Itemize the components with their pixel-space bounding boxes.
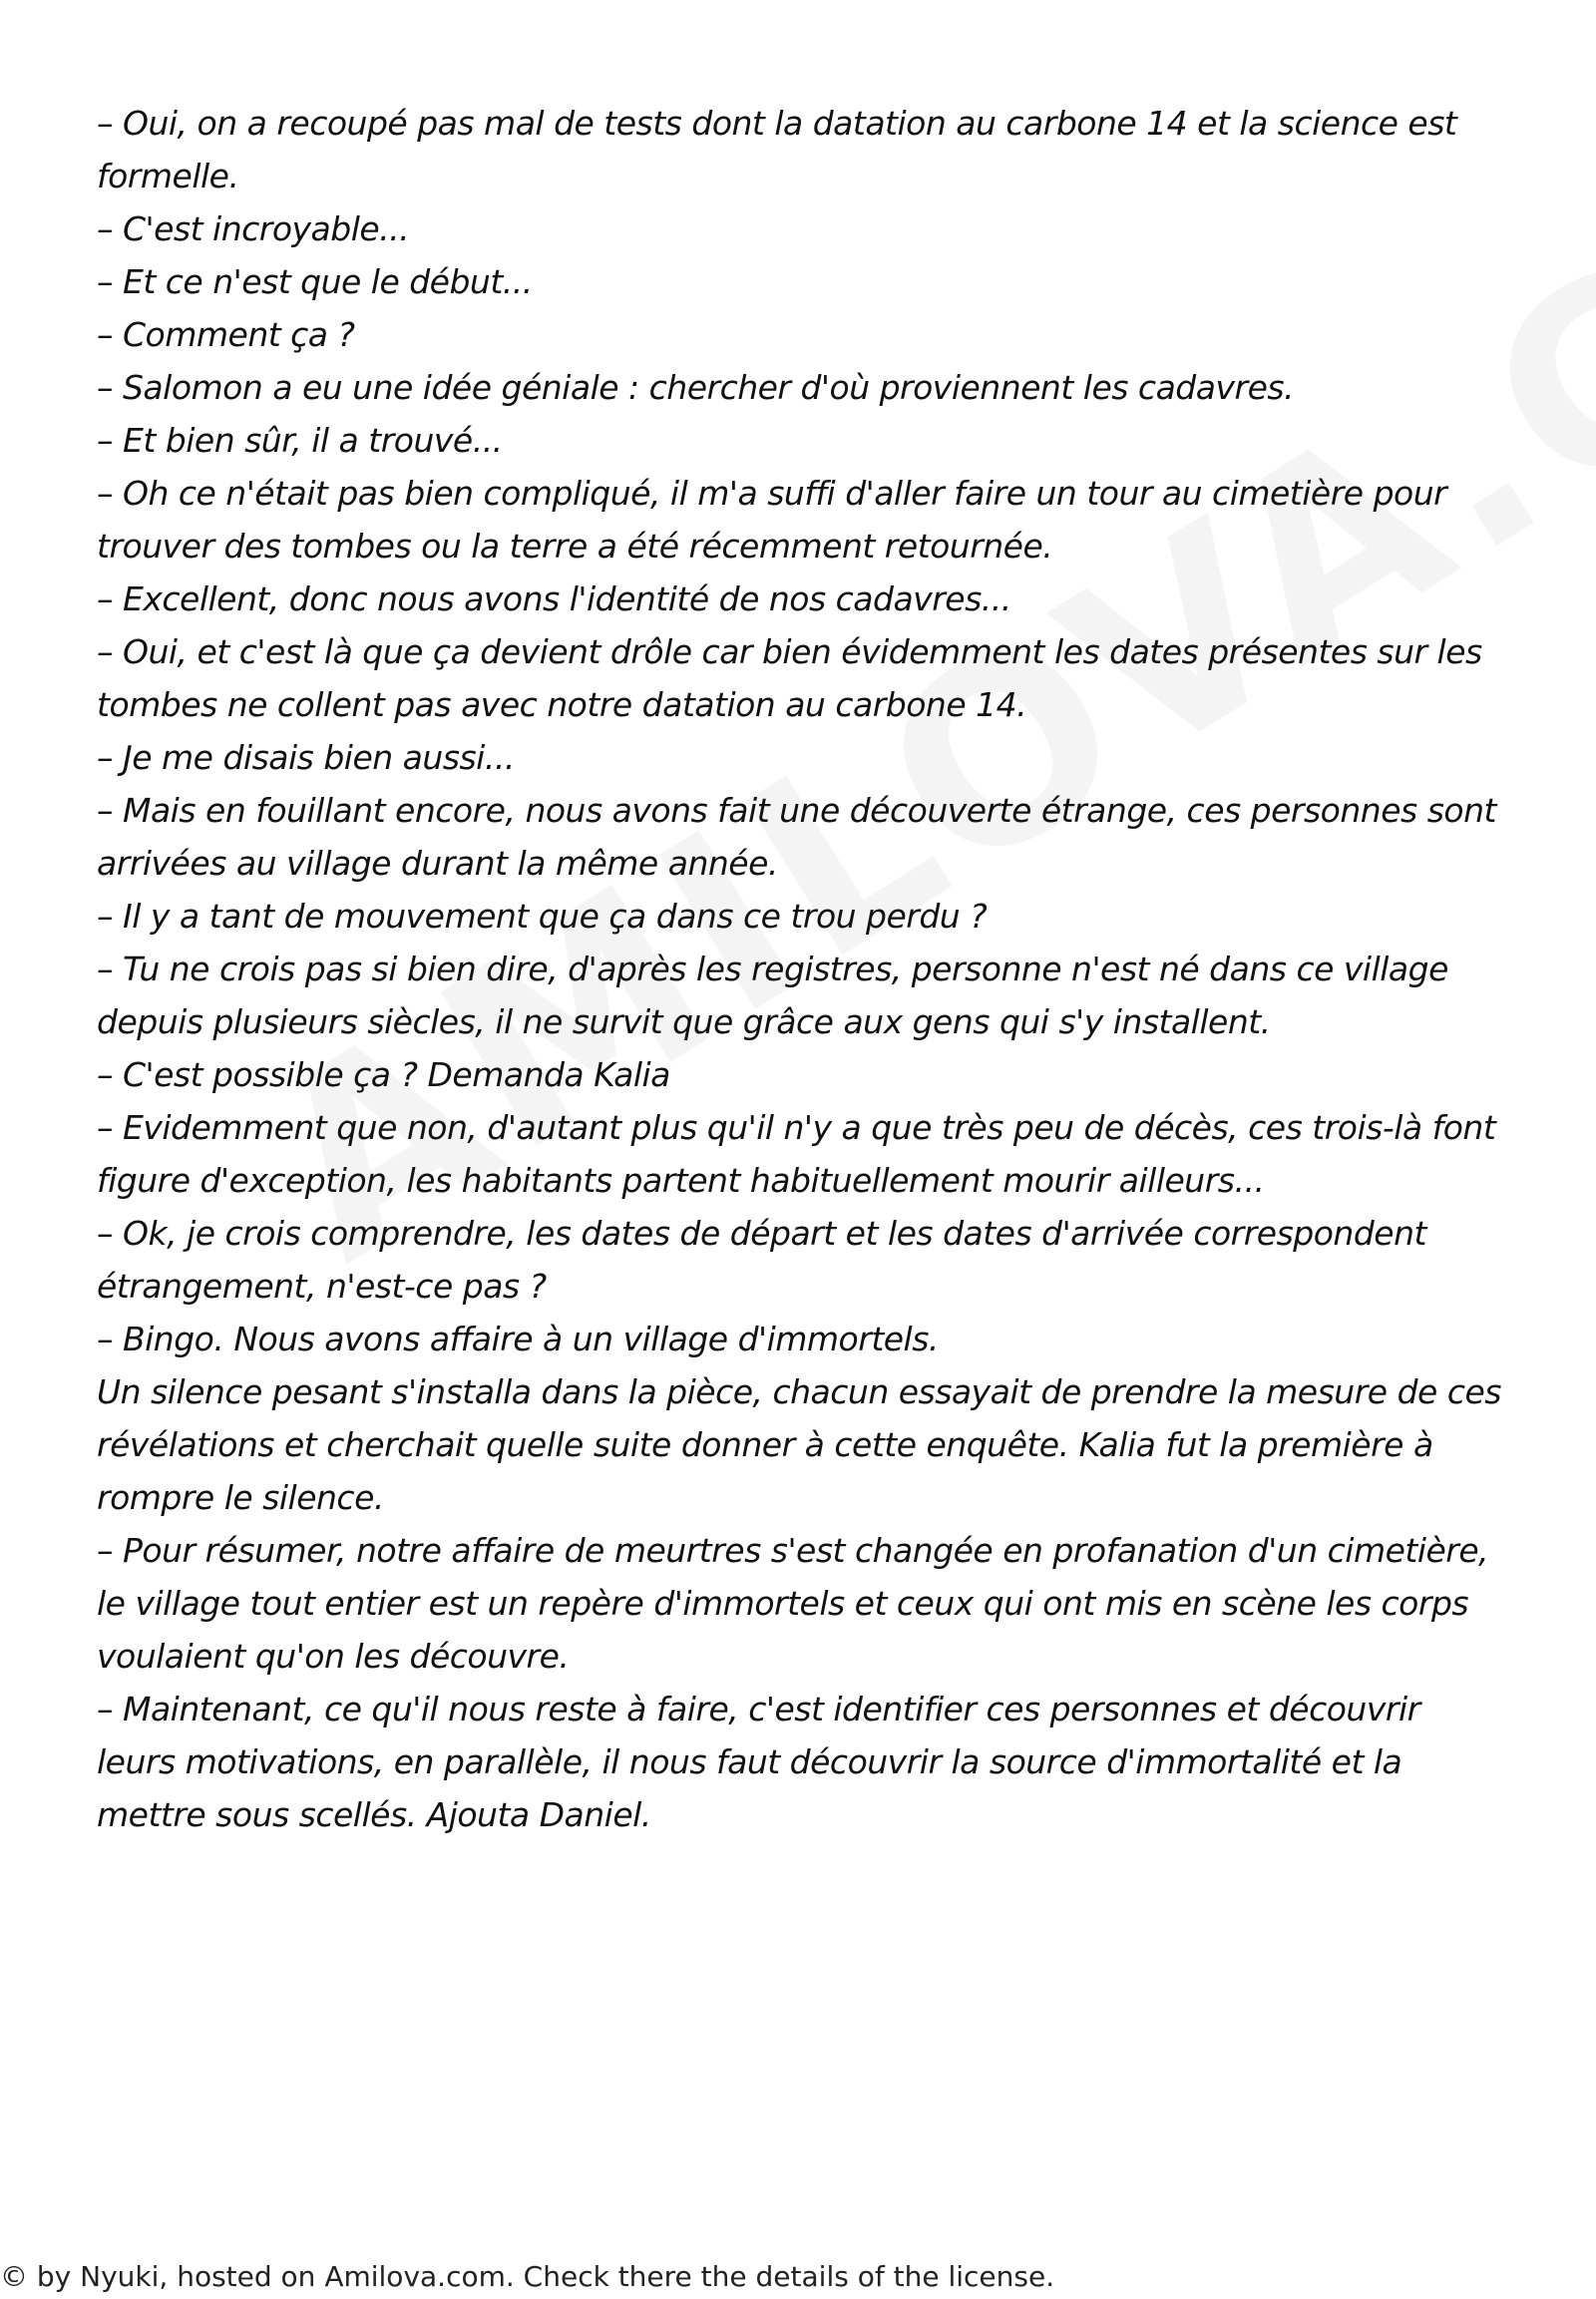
- text-line: – Pour résumer, notre affaire de meurtres s'est changée en profanation d'un cimetière,: [97, 1531, 1489, 1570]
- text-line: – Oh ce n'était pas bien compliqué, il m'a suffi d'aller faire un tour au cimetière pour: [97, 474, 1447, 513]
- text-line: formelle.: [97, 157, 239, 195]
- text-line: voulaient qu'on les découvre.: [97, 1637, 570, 1676]
- text-line: révélations et cherchait quelle suite donner à cette enquête. Kalia fut la première à: [97, 1425, 1433, 1464]
- text-line: – Evidemment que non, d'autant plus qu'il n'y a que très peu de décès, ces trois-là font: [97, 1108, 1496, 1147]
- text-line: figure d'exception, les habitants partent habituellement mourir ailleurs...: [97, 1161, 1265, 1200]
- text-line: leurs motivations, en parallèle, il nous faut découvrir la source d'immortalité et la: [97, 1742, 1402, 1781]
- text-line: depuis plusieurs siècles, il ne survit que grâce aux gens qui s'y installent.: [97, 1002, 1271, 1041]
- text-line: mettre sous scellés. Ajouta Daniel.: [97, 1795, 651, 1834]
- text-line: trouver des tombes ou la terre a été récemment retournée.: [97, 527, 1053, 566]
- text-line: le village tout entier est un repère d'immortels et ceux qui ont mis en scène les corps: [97, 1584, 1469, 1623]
- text-line: – Il y a tant de mouvement que ça dans ce trou perdu ?: [97, 897, 988, 936]
- story-text: [97, 97, 1513, 1841]
- text-line: arrivées au village durant la même année.: [97, 844, 778, 883]
- text-line: – Maintenant, ce qu'il nous reste à faire, c'est identifier ces personnes et découvrir: [97, 1690, 1420, 1728]
- text-line: – Je me disais bien aussi...: [97, 738, 515, 777]
- text-line: – Et bien sûr, il a trouvé...: [97, 421, 503, 460]
- text-line: – Mais en fouillant encore, nous avons fait une découverte étrange, ces personnes sont: [97, 791, 1496, 830]
- text-line: tombes ne collent pas avec notre datation au carbone 14.: [97, 685, 1027, 724]
- license-footer: © by Nyuki, hosted on Amilova.com. Check there the details of the license.: [0, 2260, 1055, 2293]
- text-line: rompre le silence.: [97, 1478, 384, 1517]
- text-line: Un silence pesant s'installa dans la pièce, chacun essayait de prendre la mesure de ces: [97, 1372, 1501, 1411]
- text-line: – Oui, et c'est là que ça devient drôle car bien évidemment les dates présentes sur les: [97, 632, 1482, 671]
- text-line: – Excellent, donc nous avons l'identité de nos cadavres...: [97, 579, 1011, 618]
- text-line: – Et ce n'est que le début...: [97, 262, 533, 301]
- text-line: – Salomon a eu une idée géniale : chercher d'où proviennent les cadavres.: [97, 368, 1295, 407]
- text-line: – Bingo. Nous avons affaire à un village d'immortels.: [97, 1320, 939, 1358]
- text-line: – C'est incroyable...: [97, 209, 410, 248]
- text-line: – Ok, je crois comprendre, les dates de départ et les dates d'arrivée correspondent: [97, 1214, 1426, 1253]
- text-line: – Oui, on a recoupé pas mal de tests dont la datation au carbone 14 et la science est: [97, 104, 1457, 143]
- text-line: – C'est possible ça ? Demanda Kalia: [97, 1055, 670, 1094]
- text-line: – Comment ça ?: [97, 315, 355, 354]
- text-line: étrangement, n'est-ce pas ?: [97, 1267, 547, 1306]
- text-line: – Tu ne crois pas si bien dire, d'après les registres, personne n'est né dans ce village: [97, 950, 1448, 988]
